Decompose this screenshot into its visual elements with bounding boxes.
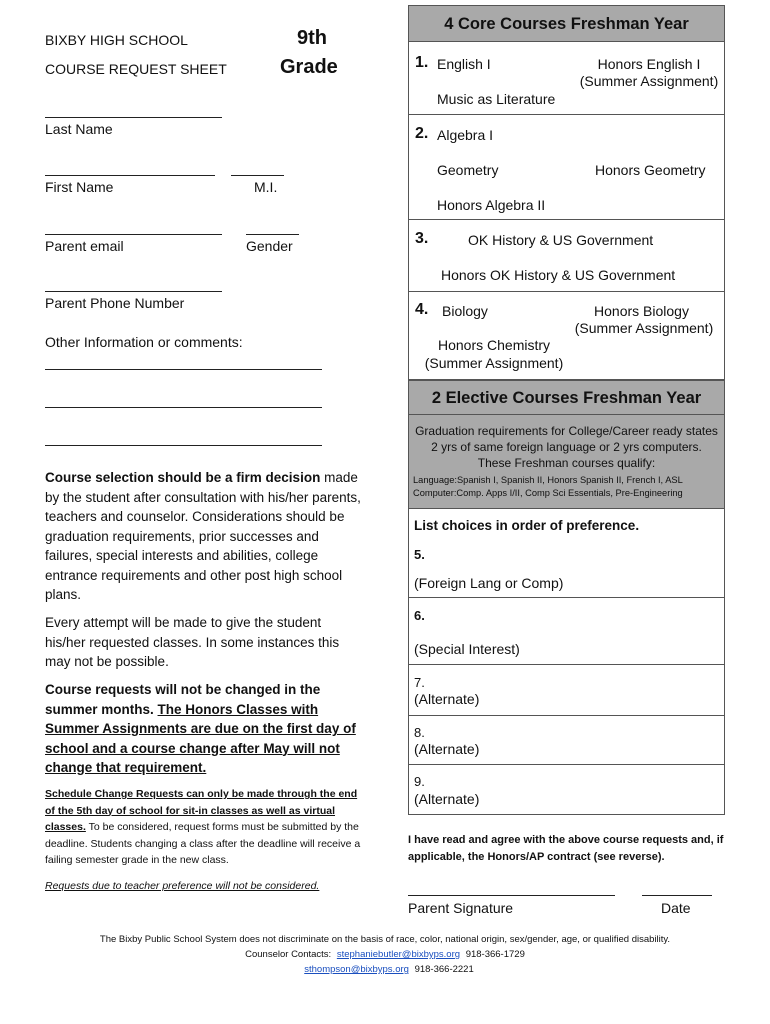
core-header: 4 Core Courses Freshman Year [408,5,725,42]
choice-7-number: 7. [414,675,425,690]
first-name-line[interactable] [45,175,215,176]
guidance-paragraph-3 [45,680,363,778]
core-4-chem-summer-note: (Summer Assignment) [424,355,564,371]
date-label: Date [661,900,691,916]
footer-contacts-2 [0,964,770,975]
parent-phone-line[interactable] [45,291,222,292]
choice-9-number: 9. [414,774,425,789]
choice-5-label: (Foreign Lang or Comp) [414,575,564,591]
date-line[interactable] [642,895,712,896]
guidance-p4-rest: To be considered, request forms must be submitted by the deadline. Students changing a class after the deadline will receive a failing semester grade in the new class. [45,821,361,866]
elective-note-requirements: Graduation requirements for College/Career ready states 2 yrs of same foreign language or 2 yrs computers. These Freshman courses qualify: [415,424,718,470]
guidance-p1-rest: made by the student after consultation with his/her parents, teachers and counselor. Considerations should be graduation requirements, prior successes and failures, special interests and abilities, college entrance requirements and other post high school plans. [45,470,361,602]
elective-choice-6[interactable] [408,598,725,665]
gender-label: Gender [246,238,293,254]
elective-choice-5[interactable] [408,509,725,598]
sheet-title: COURSE REQUEST SHEET [45,61,227,77]
parent-signature-line[interactable] [408,895,615,896]
counselor-email-1[interactable]: stephaniebutler@bixbyps.org [336,949,461,960]
footer-contacts-1 [0,949,770,960]
core-2-number: 2. [415,125,429,142]
guidance-p1-bold: Course selection should be a firm decision [45,470,321,485]
other-info-label: Other Information or comments: [45,334,243,350]
guidance-p4-bold: Schedule Change Requests can only be made through the end of the 5th day of school for sit-in classes as well as virtual classes. [45,788,358,833]
counselor-email-2[interactable]: sthompson@bixbyps.org [304,964,409,975]
agreement-text: I have read and agree with the above course requests and, if applicable, the Honors/AP contract (see reverse). [408,834,724,863]
school-name: BIXBY HIGH SCHOOL [45,32,188,48]
choice-6-label: (Special Interest) [414,641,520,657]
choice-8-number: 8. [414,725,425,740]
choice-8-label: (Alternate) [414,741,480,757]
choice-5-number: 5. [414,547,425,562]
core-section-4 [408,292,725,380]
core-section-2 [408,115,725,220]
choice-9-label: (Alternate) [414,791,480,807]
elective-choice-8[interactable] [408,716,725,765]
core-2-honors-algebra[interactable]: Honors Algebra II [437,197,546,213]
parent-phone-label: Parent Phone Number [45,295,185,311]
choice-6-number: 6. [414,608,425,623]
gender-line[interactable] [246,234,299,235]
core-4-biology[interactable]: Biology [442,303,488,319]
parent-email-label: Parent email [45,238,124,254]
guidance-p3-a: Course requests will not be changed in the summer months. [45,682,321,717]
core-4-honors-biology[interactable]: Honors Biology [594,303,689,319]
core-4-honors-chemistry[interactable]: Honors Chemistry [437,337,551,353]
elective-header: 2 Elective Courses Freshman Year [408,380,725,415]
contacts-label: Counselor Contacts: [245,949,332,960]
parent-email-line[interactable] [45,234,222,235]
elective-note-computer: Computer:Comp. Apps I/II, Comp Sci Essentials, Pre-Engineering [413,488,683,498]
guidance-paragraph-4 [45,786,363,869]
core-3-honors-ok-history[interactable]: Honors OK History & US Government [441,267,676,283]
parent-signature-label: Parent Signature [408,900,514,916]
comment-line-2[interactable] [45,407,322,408]
first-name-label: First Name [45,179,114,195]
last-name-line[interactable] [45,117,222,118]
counselor-phone-2: 918-366-2221 [414,964,474,975]
footer-disclaimer: The Bixby Public School System does not discriminate on the basis of race, color, national origin, sex/gender, age, or qualified disability. [99,934,671,945]
core-2-algebra[interactable]: Algebra I [437,127,494,143]
core-1-english[interactable]: English I [437,56,491,72]
last-name-label: Last Name [45,121,113,137]
counselor-phone-1: 918-366-1729 [465,949,525,960]
core-2-honors-geometry[interactable]: Honors Geometry [595,162,706,178]
elective-note-box [408,415,725,509]
core-1-number: 1. [415,54,429,71]
core-section-3 [408,220,725,292]
core-1-honors-english[interactable]: Honors English I [597,56,701,72]
elective-note-language: Language:Spanish I, Spanish II, Honors Spanish II, French I, ASL [413,475,683,485]
grade-word: Grade [280,56,338,78]
comment-line-3[interactable] [45,445,322,446]
guidance-p3-b: The Honors Classes with Summer Assignments are due on the first day of school and a course change after May will not change that requirement. [45,701,356,775]
elective-instructions: List choices in order of preference. [414,518,640,533]
core-section-1 [408,42,725,115]
guidance-paragraph-5: Requests due to teacher preference will not be considered. [45,880,320,892]
core-1-music-literature[interactable]: Music as Literature [437,91,556,107]
core-2-geometry[interactable]: Geometry [437,162,499,178]
elective-choice-7[interactable] [408,665,725,716]
guidance-paragraph-2: Every attempt will be made to give the student his/her requested classes. In some instances this may not be possible. [45,615,340,669]
elective-choice-9[interactable] [408,765,725,815]
mi-line[interactable] [231,175,284,176]
mi-label: M.I. [254,179,278,195]
comment-line-1[interactable] [45,369,322,370]
core-3-ok-history[interactable]: OK History & US Government [468,232,654,248]
guidance-paragraph-1 [45,468,363,605]
core-4-number: 4. [415,301,429,318]
grade-number: 9th [297,27,327,49]
core-4-bio-summer-note: (Summer Assignment) [574,320,714,336]
core-3-number: 3. [415,230,429,247]
core-1-summer-note: (Summer Assignment) [579,73,719,89]
choice-7-label: (Alternate) [414,691,480,707]
